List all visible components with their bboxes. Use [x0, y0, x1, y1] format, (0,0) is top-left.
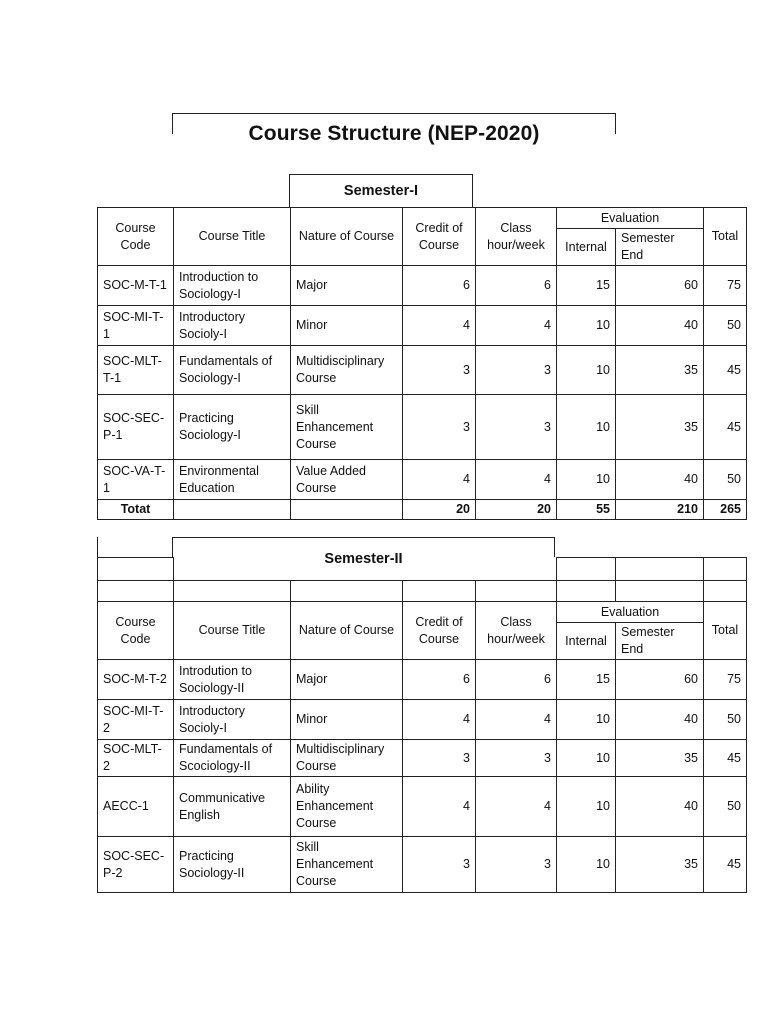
- table-row: [98, 460, 747, 500]
- total-cell: 45: [704, 395, 747, 460]
- semester-1-table: [97, 207, 747, 520]
- header-course-title: Course Title: [174, 208, 291, 266]
- header-total: Total: [704, 602, 747, 660]
- table-row: [98, 266, 747, 306]
- semester-end-cell: 35: [616, 837, 704, 893]
- total-cell: 50: [704, 460, 747, 500]
- course-title-cell: Introduction to Sociology-I: [174, 266, 291, 306]
- hours-cell: 6: [476, 266, 557, 306]
- internal-cell: 10: [557, 740, 616, 777]
- hours-cell: 3: [476, 346, 557, 395]
- internal-cell: 10: [557, 777, 616, 837]
- table-row: [98, 346, 747, 395]
- semester-end-cell: 40: [616, 700, 704, 740]
- course-title-cell: Fundamentals of Sociology-I: [174, 346, 291, 395]
- header-course-code: Course Code: [98, 602, 174, 660]
- hours-cell: 4: [476, 460, 557, 500]
- header-evaluation: Evaluation: [557, 208, 704, 229]
- course-title-cell: Communicative English: [174, 777, 291, 837]
- course-title-cell: Practicing Sociology-II: [174, 837, 291, 893]
- internal-cell: 10: [557, 837, 616, 893]
- blank-row: [98, 558, 747, 581]
- header-course-code: Course Code: [98, 208, 174, 266]
- internal-cell: 15: [557, 660, 616, 700]
- course-code-cell: SOC-VA-T-1: [98, 460, 174, 500]
- table-row: [98, 740, 747, 777]
- header-course-title: Course Title: [174, 602, 291, 660]
- header-evaluation: Evaluation: [557, 602, 704, 623]
- blank-row: [98, 581, 747, 602]
- page-title: Course Structure (NEP-2020): [248, 122, 540, 145]
- totals-semester-end: 210: [616, 500, 704, 520]
- hours-cell: 4: [476, 306, 557, 346]
- course-code-cell: SOC-MLT-2: [98, 740, 174, 777]
- hours-cell: 6: [476, 660, 557, 700]
- totals-total: 265: [704, 500, 747, 520]
- header-internal: Internal: [557, 623, 616, 660]
- nature-cell: Ability Enhancement Course: [291, 777, 403, 837]
- hours-cell: 3: [476, 395, 557, 460]
- total-cell: 50: [704, 700, 747, 740]
- course-code-cell: SOC-MI-T-1: [98, 306, 174, 346]
- hours-cell: 3: [476, 837, 557, 893]
- table-row: [98, 660, 747, 700]
- course-code-cell: SOC-MLT-T-1: [98, 346, 174, 395]
- credit-cell: 4: [403, 777, 476, 837]
- course-code-cell: SOC-M-T-2: [98, 660, 174, 700]
- semester-end-cell: 60: [616, 266, 704, 306]
- header-credit: Credit of Course: [403, 602, 476, 660]
- course-title-cell: Practicing Sociology-I: [174, 395, 291, 460]
- internal-cell: 10: [557, 306, 616, 346]
- total-cell: 75: [704, 266, 747, 306]
- table-row: [98, 700, 747, 740]
- total-cell: 45: [704, 837, 747, 893]
- course-code-cell: SOC-MI-T-2: [98, 700, 174, 740]
- totals-label: Totat: [98, 500, 174, 520]
- header-internal: Internal: [557, 229, 616, 266]
- hours-cell: 4: [476, 777, 557, 837]
- total-cell: 50: [704, 777, 747, 837]
- nature-cell: Multidisciplinary Course: [291, 346, 403, 395]
- credit-cell: 3: [403, 740, 476, 777]
- header-nature: Nature of Course: [291, 208, 403, 266]
- nature-cell: Minor: [291, 700, 403, 740]
- semester-2-table: [97, 557, 747, 893]
- credit-cell: 4: [403, 460, 476, 500]
- header-nature: Nature of Course: [291, 602, 403, 660]
- credit-cell: 4: [403, 700, 476, 740]
- total-cell: 45: [704, 346, 747, 395]
- semester-2-label: Semester-II: [324, 551, 403, 567]
- course-code-cell: SOC-SEC-P-2: [98, 837, 174, 893]
- internal-cell: 15: [557, 266, 616, 306]
- header-hours: Class hour/week: [476, 602, 557, 660]
- course-code-cell: AECC-1: [98, 777, 174, 837]
- semester-end-cell: 35: [616, 395, 704, 460]
- course-code-cell: SOC-M-T-1: [98, 266, 174, 306]
- internal-cell: 10: [557, 460, 616, 500]
- semester-1-label: Semester-I: [343, 183, 419, 199]
- header-hours: Class hour/week: [476, 208, 557, 266]
- course-title-cell: Introdution to Sociology-II: [174, 660, 291, 700]
- header-semester-end: Semester End: [616, 623, 704, 660]
- credit-cell: 4: [403, 306, 476, 346]
- semester-2-left-stub: [97, 537, 98, 557]
- total-cell: 50: [704, 306, 747, 346]
- nature-cell: Minor: [291, 306, 403, 346]
- header-total: Total: [704, 208, 747, 266]
- nature-cell: Multidisciplinary Course: [291, 740, 403, 777]
- total-cell: 45: [704, 740, 747, 777]
- table-row: [98, 306, 747, 346]
- nature-cell: Major: [291, 266, 403, 306]
- semester-end-cell: 35: [616, 740, 704, 777]
- credit-cell: 3: [403, 346, 476, 395]
- course-title-cell: Environmental Education: [174, 460, 291, 500]
- table-row: [98, 777, 747, 837]
- semester-end-cell: 35: [616, 346, 704, 395]
- header-semester-end: Semester End: [616, 229, 704, 266]
- course-title-cell: Introductory Socioly-I: [174, 306, 291, 346]
- nature-cell: Value Added Course: [291, 460, 403, 500]
- semester-end-cell: 40: [616, 460, 704, 500]
- totals-row: [98, 500, 747, 520]
- header-credit: Credit of Course: [403, 208, 476, 266]
- internal-cell: 10: [557, 395, 616, 460]
- hours-cell: 3: [476, 740, 557, 777]
- totals-credit: 20: [403, 500, 476, 520]
- credit-cell: 6: [403, 266, 476, 306]
- totals-hours: 20: [476, 500, 557, 520]
- credit-cell: 3: [403, 837, 476, 893]
- semester-end-cell: 60: [616, 660, 704, 700]
- empty-cell: [291, 500, 403, 520]
- internal-cell: 10: [557, 346, 616, 395]
- course-title-cell: Introductory Socioly-I: [174, 700, 291, 740]
- table-row: [98, 837, 747, 893]
- total-cell: 75: [704, 660, 747, 700]
- hours-cell: 4: [476, 700, 557, 740]
- semester-end-cell: 40: [616, 777, 704, 837]
- credit-cell: 6: [403, 660, 476, 700]
- nature-cell: Skill Enhancement Course: [291, 395, 403, 460]
- table-row: [98, 395, 747, 460]
- semester-end-cell: 40: [616, 306, 704, 346]
- course-code-cell: SOC-SEC-P-1: [98, 395, 174, 460]
- nature-cell: Major: [291, 660, 403, 700]
- nature-cell: Skill Enhancement Course: [291, 837, 403, 893]
- credit-cell: 3: [403, 395, 476, 460]
- course-title-cell: Fundamentals of Scociology-II: [174, 740, 291, 777]
- internal-cell: 10: [557, 700, 616, 740]
- empty-cell: [174, 500, 291, 520]
- totals-internal: 55: [557, 500, 616, 520]
